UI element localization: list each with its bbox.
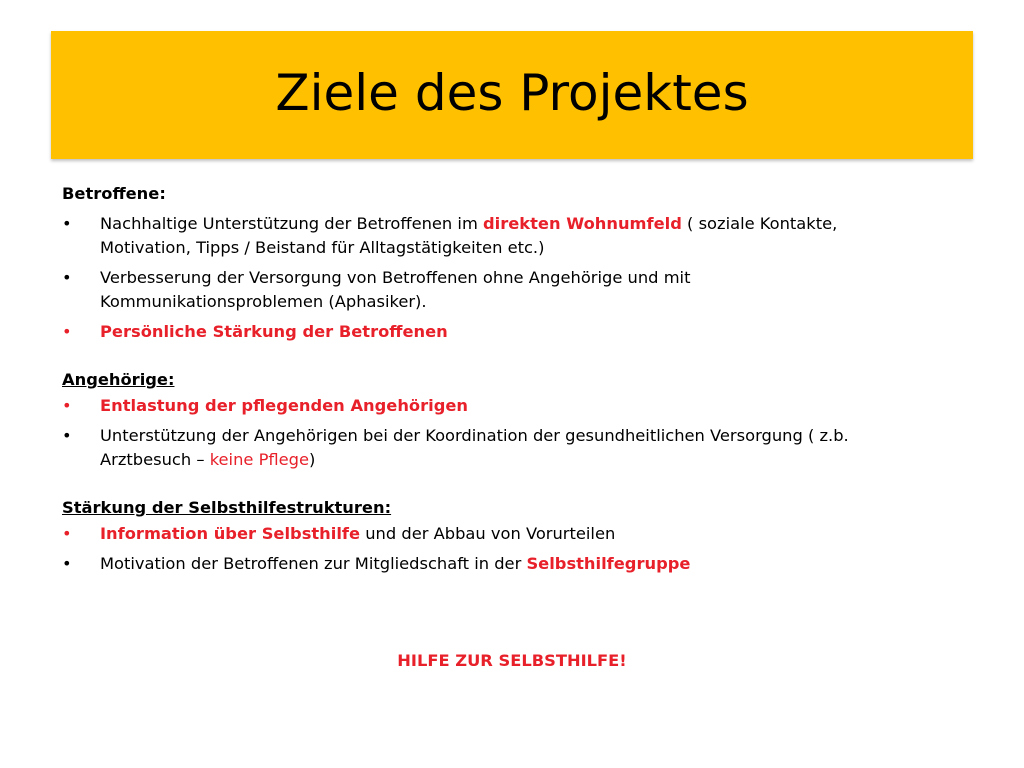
list-angehoerige (62, 394, 982, 472)
item-highlight: Selbsthilfegruppe (526, 554, 691, 573)
bullet-icon: • (62, 524, 72, 543)
item-text: Motivation der Betroffenen zur Mitgliedschaft in der (100, 554, 527, 573)
list-item (62, 212, 982, 260)
item-highlight: Information über Selbsthilfe (100, 524, 361, 543)
section-heading-betroffene: Betroffene: (62, 184, 166, 203)
item-text: Unterstützung der Angehörigen bei der Koordination der gesundheitlichen Versorgung ( z.b. (100, 426, 849, 445)
item-text: Verbesserung der Versorgung von Betroffenen ohne Angehörige und mit (100, 268, 691, 287)
item-highlight: direkten Wohnumfeld (482, 214, 682, 233)
item-text: Kommunikationsproblemen (Aphasiker). (100, 292, 427, 311)
list-item (62, 552, 982, 576)
list-selbsthilfe (62, 522, 982, 576)
bullet-icon: • (62, 426, 72, 445)
list-betroffene (62, 212, 982, 344)
item-highlight: Persönliche Stärkung der Betroffenen (100, 322, 448, 341)
closing-slogan: HILFE ZUR SELBSTHILFE! (397, 651, 627, 670)
item-text: und der Abbau von Vorurteilen (360, 524, 616, 543)
list-item (62, 394, 982, 418)
list-item (62, 424, 982, 472)
item-text: ) (309, 450, 316, 469)
title-bar (51, 31, 973, 159)
item-text: ( soziale Kontakte, (681, 214, 838, 233)
slide-title: Ziele des Projektes (275, 64, 749, 122)
section-heading-angehoerige: Angehörige: (62, 370, 175, 389)
list-item (62, 320, 982, 344)
section-heading-selbsthilfe: Stärkung der Selbsthilfestrukturen: (62, 498, 392, 517)
bullet-icon: • (62, 396, 72, 415)
item-highlight: Entlastung der pflegenden Angehörigen (100, 396, 469, 415)
bullet-icon: • (62, 268, 72, 287)
list-item (62, 522, 982, 546)
bullet-icon: • (62, 554, 72, 573)
item-text: Nachhaltige Unterstützung der Betroffenen im (100, 214, 483, 233)
item-highlight: keine Pflege (209, 450, 310, 469)
item-text: Arztbesuch – (100, 450, 210, 469)
slide-content (62, 182, 982, 576)
bullet-icon: • (62, 214, 72, 233)
list-item (62, 266, 982, 314)
bullet-icon: • (62, 322, 72, 341)
item-text: Motivation, Tipps / Beistand für Alltagstätigkeiten etc.) (100, 238, 545, 257)
